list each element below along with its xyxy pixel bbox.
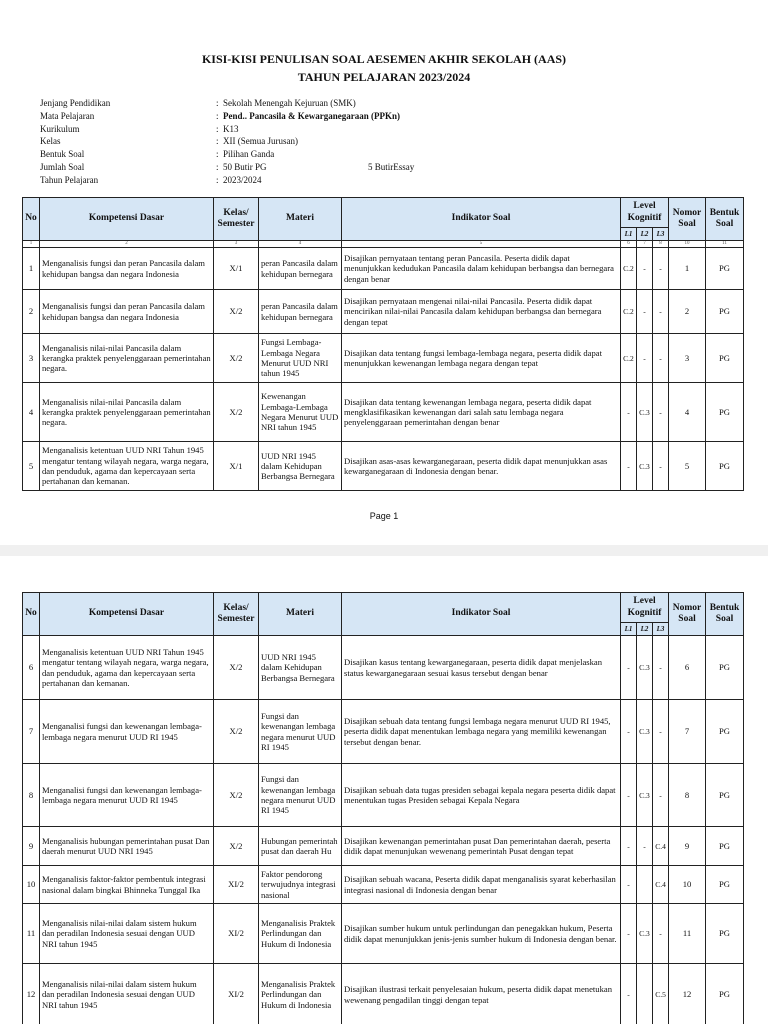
level-l2: -: [637, 827, 653, 866]
level-l3: -: [653, 383, 669, 442]
table-row: [23, 290, 744, 334]
column-number: 2: [40, 241, 214, 248]
level-l2: C.3: [637, 442, 653, 491]
header-no: No: [23, 198, 40, 241]
meta-colon: :: [216, 123, 219, 134]
bentuk-soal: PG: [706, 383, 744, 442]
materi: UUD NRI 1945 dalam Kehidupan Berbangsa Bernegara: [259, 636, 342, 700]
level-l3: -: [653, 248, 669, 290]
column-number: 10: [669, 241, 706, 248]
level-l2: [637, 964, 653, 1024]
header-level-l2: L2: [637, 623, 653, 636]
table-row: [23, 827, 744, 866]
table-row: [23, 904, 744, 964]
indikator-soal: Disajikan sumber hukum untuk perlindungan dan penegakkan hukum, Peserta didik dapat menunjukkan jenis-jenis sumber hukum di Indonesia dengan benar.: [342, 904, 621, 964]
document-subtitle: TAHUN PELAJARAN 2023/2024: [297, 70, 471, 84]
row-number: 12: [23, 964, 40, 1024]
indikator-soal: Disajikan ilustrasi terkait penyelesaian hukum, peserta didik dapat menetukan wewenang pengadilan tinggi dengan tepat: [342, 964, 621, 1024]
meta-value: Pilihan Ganda: [223, 149, 275, 160]
meta-extra-value: 5 ButirEssay: [368, 161, 415, 172]
level-l1: C.2: [621, 290, 637, 334]
document-title: KISI-KISI PENULISAN SOAL AESEMEN AKHIR SEKOLAH (AAS): [201, 52, 567, 66]
bentuk-soal: PG: [706, 290, 744, 334]
indikator-soal: Disajikan pernyataan mengenai nilai-nilai Pancasila. Peserta didik dapat mencirikan nilai-nilai Pancasila dalam kehidupan berbangsa dan bernegara dengan tepat: [342, 290, 621, 334]
level-l3: C.4: [653, 827, 669, 866]
header-level-l2: L2: [637, 228, 653, 241]
kompetensi-dasar: Menganalisis fungsi dan peran Pancasila dalam kehidupan bangsa dan negara Indonesia: [40, 248, 214, 290]
nomor-soal: 8: [669, 764, 706, 827]
meta-label: Tahun Pelajaran: [40, 174, 99, 185]
level-l1: -: [621, 442, 637, 491]
level-l3: -: [653, 636, 669, 700]
meta-colon: :: [216, 161, 219, 172]
kompetensi-dasar: Menganalisi fungsi dan kewenangan lembaga-lembaga negara menurut UUD RI 1945: [40, 764, 214, 827]
row-number: 9: [23, 827, 40, 866]
indikator-soal: Disajikan kewenangan pemerintahan pusat Dan pemerintahan daerah, peserta didik dapat menunjukan wewenang pemerintah Pusat dengan tepat: [342, 827, 621, 866]
header-kompetensi-dasar: Kompetensi Dasar: [40, 593, 214, 636]
indikator-soal: Disajikan sebuah data tentang fungsi lembaga negara menurut UUD RI 1945, peserta didik dapat menentukan lembaga negara yang memiliki kewenangan tersebut dengan benar.: [342, 700, 621, 764]
bentuk-soal: PG: [706, 248, 744, 290]
header-level-l1: L1: [621, 228, 637, 241]
level-l3: -: [653, 334, 669, 383]
column-number: 5: [342, 241, 621, 248]
column-number: 6: [621, 241, 637, 248]
row-number: 11: [23, 904, 40, 964]
level-l1: -: [621, 700, 637, 764]
level-l3: -: [653, 290, 669, 334]
bentuk-soal: PG: [706, 636, 744, 700]
kelas-semester: X/2: [214, 764, 259, 827]
level-l3: C.4: [653, 866, 669, 904]
kompetensi-dasar: Menganalisis nilai-nilai Pancasila dalam kerangka praktek penyelenggaraan pemerintahan negara.: [40, 334, 214, 383]
header-level-l3: L3: [653, 228, 669, 241]
level-l2: -: [637, 334, 653, 383]
level-l1: -: [621, 904, 637, 964]
kompetensi-dasar: Menganalisis nilai-nilai dalam sistem hukum dan peradilan Indonesia sesuai dengan UUD NRI tahun 1945: [40, 904, 214, 964]
materi: Fungsi dan kewenangan lembaga negara menurut UUD RI 1945: [259, 700, 342, 764]
meta-label: Jumlah Soal: [40, 161, 85, 172]
kisi-kisi-table-page-2: [22, 592, 744, 1024]
nomor-soal: 11: [669, 904, 706, 964]
kisi-kisi-table-page-1: [22, 197, 744, 491]
level-l2: C.3: [637, 383, 653, 442]
kompetensi-dasar: Menganalisis nilai-nilai Pancasila dalam kerangka praktek penyelenggaraan pemerintahan negara.: [40, 383, 214, 442]
materi: Menganalisis Praktek Perlindungan dan Hukum di Indonesia: [259, 964, 342, 1024]
kelas-semester: X/2: [214, 636, 259, 700]
header-indikator-soal: Indikator Soal: [342, 593, 621, 636]
column-number: 8: [653, 241, 669, 248]
level-l2: [637, 866, 653, 904]
row-number: 2: [23, 290, 40, 334]
meta-colon: :: [216, 174, 219, 185]
meta-value: 50 Butir PG: [223, 161, 267, 172]
level-l2: C.3: [637, 904, 653, 964]
level-l1: C.2: [621, 248, 637, 290]
level-l1: C.2: [621, 334, 637, 383]
header-materi: Materi: [259, 593, 342, 636]
level-l3: -: [653, 764, 669, 827]
meta-value: 2023/2024: [223, 174, 262, 185]
materi: Kewenangan Lembaga-Lembaga Negara Menurut UUD NRI tahun 1945: [259, 383, 342, 442]
indikator-soal: Disajikan asas-asas kewarganegaraan, peserta didik dapat menunjukkan asas kewarganegaraan di Indonesia dengan benar.: [342, 442, 621, 491]
table-row: [23, 334, 744, 383]
level-l1: -: [621, 866, 637, 904]
indikator-soal: Disajikan sebuah data tugas presiden sebagai kepala negara peserta didik dapat menentukan tugas Presiden sebagai Kepala Negara: [342, 764, 621, 827]
kompetensi-dasar: Menganalisis faktor-faktor pembentuk integrasi nasional dalam bingkai Bhinneka Tunggal Ika: [40, 866, 214, 904]
table-row: [23, 964, 744, 1024]
column-number: 11: [706, 241, 744, 248]
kelas-semester: X/1: [214, 248, 259, 290]
materi: Faktor pendorong terwujudnya integrasi nasional: [259, 866, 342, 904]
nomor-soal: 7: [669, 700, 706, 764]
meta-label: Jenjang Pendidikan: [40, 98, 111, 108]
level-l1: -: [621, 383, 637, 442]
header-nomor-soal: Nomor Soal: [669, 593, 706, 636]
meta-colon: :: [216, 98, 219, 108]
level-l2: -: [637, 290, 653, 334]
level-l2: C.3: [637, 700, 653, 764]
kelas-semester: X/2: [214, 290, 259, 334]
meta-colon: :: [216, 149, 219, 160]
materi: peran Pancasila dalam kehidupan bernegara: [259, 248, 342, 290]
header-level-kognitif: Level Kognitif: [621, 593, 669, 623]
bentuk-soal: PG: [706, 442, 744, 491]
kelas-semester: X/2: [214, 334, 259, 383]
bentuk-soal: PG: [706, 866, 744, 904]
kelas-semester: X/2: [214, 383, 259, 442]
level-l1: -: [621, 636, 637, 700]
meta-label: Kelas: [40, 136, 61, 147]
nomor-soal: 3: [669, 334, 706, 383]
level-l3: -: [653, 904, 669, 964]
table-row: [23, 636, 744, 700]
header-kelas-semester: Kelas/ Semester: [214, 593, 259, 636]
kompetensi-dasar: Menganalisis nilai-nilai dalam sistem hukum dan peradilan Indonesia sesuai dengan UUD NRI tahun 1945: [40, 964, 214, 1024]
row-number: 4: [23, 383, 40, 442]
level-l2: C.3: [637, 764, 653, 827]
row-number: 8: [23, 764, 40, 827]
nomor-soal: 1: [669, 248, 706, 290]
row-number: 7: [23, 700, 40, 764]
nomor-soal: 2: [669, 290, 706, 334]
nomor-soal: 4: [669, 383, 706, 442]
header-materi: Materi: [259, 198, 342, 241]
header-kompetensi-dasar: Kompetensi Dasar: [40, 198, 214, 241]
column-number: 4: [259, 241, 342, 248]
table-row: [23, 866, 744, 904]
header-no: No: [23, 593, 40, 636]
table-row: [23, 764, 744, 827]
column-number-row: [23, 241, 744, 248]
header-level-kognitif: Level Kognitif: [621, 198, 669, 228]
document-page-2: [0, 556, 768, 1024]
indikator-soal: Disajikan kasus tentang kewarganegaraan, peserta didik dapat menjelaskan status kewarganegaraan sesuai kasus tersebut dengan benar: [342, 636, 621, 700]
header-kelas-semester: Kelas/ Semester: [214, 198, 259, 241]
row-number: 3: [23, 334, 40, 383]
nomor-soal: 12: [669, 964, 706, 1024]
column-number: 1: [23, 241, 40, 248]
level-l2: -: [637, 248, 653, 290]
kompetensi-dasar: Menganalisi fungsi dan kewenangan lembaga-lembaga negara menurut UUD RI 1945: [40, 700, 214, 764]
row-number: 6: [23, 636, 40, 700]
meta-label: Kurikulum: [40, 123, 80, 134]
header-level-l1: L1: [621, 623, 637, 636]
header-nomor-soal: Nomor Soal: [669, 198, 706, 241]
kompetensi-dasar: Menganalisis ketentuan UUD NRI Tahun 1945 mengatur tentang wilayah negara, warga negara, dan penduduk, agama dan kepercayaan serta pertahanan dan kemanan.: [40, 636, 214, 700]
level-l1: -: [621, 827, 637, 866]
indikator-soal: Disajikan data tentang fungsi lembaga-lembaga negara, peserta didik dapat menunjukkan kewenangan lembaga negara dengan tepat: [342, 334, 621, 383]
materi: Fungsi dan kewenangan lembaga negara menurut UUD RI 1945: [259, 764, 342, 827]
kompetensi-dasar: Menganalisis hubungan pemerintahan pusat Dan daerah menurut UUD NRI 1945: [40, 827, 214, 866]
bentuk-soal: PG: [706, 964, 744, 1024]
meta-value: K13: [223, 123, 239, 134]
meta-label: Mata Pelajaran: [40, 110, 95, 121]
materi: Menganalisis Praktek Perlindungan dan Hukum di Indonesia: [259, 904, 342, 964]
page-number: Page 1: [369, 511, 399, 521]
table-row: [23, 700, 744, 764]
materi: peran Pancasila dalam kehidupan bernegara: [259, 290, 342, 334]
row-number: 1: [23, 248, 40, 290]
nomor-soal: 5: [669, 442, 706, 491]
table-row: [23, 383, 744, 442]
level-l3: -: [653, 700, 669, 764]
indikator-soal: Disajikan pernyataan tentang peran Pancasila. Peserta didik dapat menunjukkan kedudukan Pancasila dalam kehidupan berbangsa dan bernegara dengan benar: [342, 248, 621, 290]
kompetensi-dasar: Menganalisis ketentuan UUD NRI Tahun 1945 mengatur tentang wilayah negara, warga negara, dan penduduk, agama dan kepercayaan serta pertahanan dan kemanan.: [40, 442, 214, 491]
meta-value: Pend.. Pancasila & Kewarganegaraan (PPKn): [223, 110, 400, 121]
bentuk-soal: PG: [706, 334, 744, 383]
bentuk-soal: PG: [706, 764, 744, 827]
nomor-soal: 10: [669, 866, 706, 904]
kompetensi-dasar: Menganalisis fungsi dan peran Pancasila dalam kehidupan bangsa dan negara Indonesia: [40, 290, 214, 334]
meta-value: XII (Semua Jurusan): [223, 136, 298, 147]
meta-colon: :: [216, 110, 219, 121]
materi: Fungsi Lembaga-Lembaga Negara Menurut UUD NRI tahun 1945: [259, 334, 342, 383]
meta-label: Bentuk Soal: [40, 149, 85, 160]
kelas-semester: X/2: [214, 827, 259, 866]
level-l2: C.3: [637, 636, 653, 700]
header-bentuk-soal: Bentuk Soal: [706, 593, 744, 636]
indikator-soal: Disajikan sebuah wacana, Peserta didik dapat menganalisis syarat keberhasilan integrasi nasional di Indonesia dengan benar: [342, 866, 621, 904]
level-l1: -: [621, 764, 637, 827]
materi: Hubungan pemerintah pusat dan daerah Hu: [259, 827, 342, 866]
level-l1: -: [621, 964, 637, 1024]
kelas-semester: X/2: [214, 700, 259, 764]
header-level-l3: L3: [653, 623, 669, 636]
bentuk-soal: PG: [706, 700, 744, 764]
indikator-soal: Disajikan data tentang kewenangan lembaga negara, peserta didik dapat mengklasifikasikan kewenangan dari salah satu lembaga negara penyelenggaraan pemerintahan dengan benar: [342, 383, 621, 442]
row-number: 5: [23, 442, 40, 491]
meta-colon: :: [216, 136, 219, 147]
materi: UUD NRI 1945 dalam Kehidupan Berbangsa Bernegara: [259, 442, 342, 491]
kelas-semester: XI/2: [214, 866, 259, 904]
table-row: [23, 248, 744, 290]
column-number: 7: [637, 241, 653, 248]
table-row: [23, 442, 744, 491]
header-bentuk-soal: Bentuk Soal: [706, 198, 744, 241]
bentuk-soal: PG: [706, 904, 744, 964]
meta-value: Sekolah Menengah Kejuruan (SMK): [223, 98, 356, 108]
header-indikator-soal: Indikator Soal: [342, 198, 621, 241]
row-number: 10: [23, 866, 40, 904]
level-l3: -: [653, 442, 669, 491]
bentuk-soal: PG: [706, 827, 744, 866]
kelas-semester: X/1: [214, 442, 259, 491]
level-l3: C.5: [653, 964, 669, 1024]
kelas-semester: XI/2: [214, 904, 259, 964]
nomor-soal: 6: [669, 636, 706, 700]
column-number: 3: [214, 241, 259, 248]
nomor-soal: 9: [669, 827, 706, 866]
kelas-semester: XI/2: [214, 964, 259, 1024]
